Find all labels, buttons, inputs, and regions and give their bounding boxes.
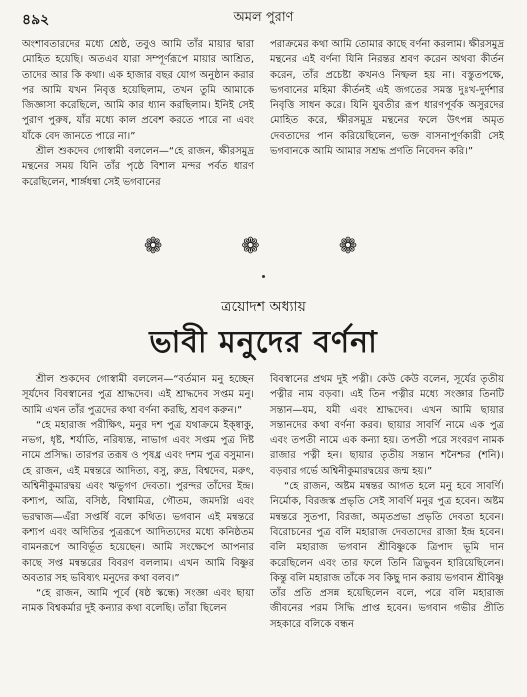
ornament-divider	[0, 234, 527, 259]
paragraph: বিবস্বানের প্রথম দুই পত্নী। কেউ কেউ বলেন, সূর্যের তৃতীয় পত্নীর নাম বড়বা। এই তিন পত্নীর মধ্যে সংজ্ঞার তিনটি সন্তান—যম, যমী এবং শ্রাদ্ধদেব। এখন আমি ছায়ার সন্তানদের কথা বর্ণনা করব। ছায়ার সাবর্ণি নামে এক পুত্র এবং তপতী নামে এক কন্যা হয়। তপতী পরে সংবরণ নামক রাজার পত্নী হন। ছায়ার তৃতীয় সন্তান শনৈশ্চর (শনি)। বড়বার গর্ভে অশ্বিনীকুমারদ্বয়ের জন্ম হয়।”	[270, 374, 504, 477]
paragraph: শ্রীল শুকদেব গোস্বামী বললেন—“হে রাজন, ক্ষীরসমুদ্র মন্থনের সময় যিনি তাঁর পৃষ্ঠে বিশাল মন্দর পর্বত ধারণ করেছিলেন, শার্ঙ্গধন্বা সেই ভগবানের	[22, 146, 254, 188]
flower-ornament-icon: ❁	[241, 234, 286, 259]
paragraph: “হে রাজন, আমি পূর্বে (ষষ্ঠ স্কন্ধে) সংজ্ঞা এবং ছায়া নামক বিশ্বকর্মার দুই কন্যার কথা বলেছি। তাঁরা ছিলেন	[22, 588, 254, 615]
paragraph: শ্রীল শুকদেব গোস্বামী বললেন—“বর্তমান মনু হচ্ছেন সূর্যদেব বিবস্বানের পুত্র শ্রাদ্ধদেব। এই শ্রাদ্ধদেব সপ্তম মনু। আমি এখন তাঁর পুত্রদের কথা বর্ণনা করছি, শ্রবণ করুন।”	[22, 374, 254, 416]
top-right-column	[270, 37, 504, 159]
paragraph: পরাক্রমের কথা আমি তোমার কাছে বর্ণনা করলাম। ক্ষীরসমুদ্র মন্থনের এই বর্ণনা যিনি নিরন্তর শ্রবণ করেন অথবা কীর্তন করেন, তাঁর প্রচেষ্টা কখনও নিষ্ফল হয় না। বস্তুতপক্ষে, ভগবানের মহিমা কীর্তনই এই জগতের সমস্ত দুঃখ-দুর্দশার নিবৃত্তি সাধন করে। যিনি যুবতীর রূপ ধারণপূর্বক অসুরদের মোহিত করে, ক্ষীরসমুদ্র মন্থনের ফলে উৎপন্ন অমৃত দেবতাদের পান করিয়েছিলেন, ভক্ত বাসনাপূর্ণকারী সেই ভগবানকে আমি আমার সশ্রদ্ধ প্রণতি নিবেদন করি।”	[270, 39, 504, 158]
decorative-dot	[262, 275, 265, 278]
page-number: ৪৯২	[22, 12, 50, 28]
paragraph: “হে রাজন, অষ্টম মন্বন্তর আগত হলে মনু হবে সাবর্ণি। নির্মোক, বিরজস্ক প্রভৃতি সেই সাবর্ণি মনুর পুত্র হবেন। অষ্টম মন্বন্তরে সুতপা, বিরজা, অমৃতপ্রভা প্রভৃতি দেবতা হবেন। বিরোচনের পুত্র বলি মহারাজ দেবতাদের রাজা ইন্দ্র হবেন। বলি মহারাজ ভগবান শ্রীবিষ্ণুকে ত্রিপাদ ভূমি দান করেছিলেন এবং তার ফলে তিনি ত্রিভুবন হারিয়েছিলেন। কিন্তু বলি মহারাজ তাঁকে সব কিছু দান করায় ভগবান শ্রীবিষ্ণু তাঁর প্রতি প্রসন্ন হয়েছিলেন বলে, পরে বলি মহারাজ জীবনের পরম সিদ্ধি প্রাপ্ত হবেন। ভগবান গভীর প্রীতি সহকারে বলিকে বন্ধন	[270, 481, 504, 630]
bottom-right-column	[270, 372, 504, 632]
top-left-column	[22, 37, 254, 190]
chapter-title: ভাবী মনুদের বর্ণনা	[149, 325, 378, 360]
flower-ornament-icon: ❁	[143, 234, 189, 259]
chapter-label: ত্রয়োদশ অধ্যায়	[221, 299, 306, 315]
flower-ornament-icon: ❁	[338, 234, 384, 259]
bottom-left-column	[22, 372, 254, 617]
running-head: অমল পুরাণ	[233, 10, 294, 25]
paragraph: “হে মহারাজ পরীক্ষিৎ, মনুর দশ পুত্র যথাক্রমে ইক্ষ্বাকু, নভগ, ধৃষ্ট, শর্যাতি, নরিষ্যন্ত, নাভাগ এবং সপ্তম পুত্র দিষ্ট নামে প্রসিদ্ধ। তারপর তরূষ ও পৃষধ্র এবং দশম পুত্র বসুমান। হে রাজন, এই মন্বন্তরে আদিত্য, বসু, রুদ্র, বিশ্বদেব, মরুৎ, অশ্বিনীকুমারদ্বয় এবং ঋভুগণ দেবতা। পুরন্দর তাঁদের ইন্দ্র। কশ্যপ, অত্রি, বসিষ্ঠ, বিশ্বামিত্র, গৌতম, জমদগ্নি এবং ভরদ্বাজ—এঁরা সপ্তর্ষি বলে কথিত। ভগবান এই মন্বন্তরে কশ্যপ এবং অদিতির পুত্ররূপে আদিত্যদের মধ্যে কনিষ্ঠতম বামনরূপে আবির্ভূত হয়েছেন। আমি সংক্ষেপে আপনার কাছে সপ্ত মন্বন্তরের বিবরণ বললাম। এখন আমি বিষ্ণুর অবতার সহ ভবিষ্যৎ মনুদের কথা বলব।”	[22, 419, 254, 584]
paragraph: অংশাবতারদের মধ্যে শ্রেষ্ঠ, তবুও আমি তাঁর মায়ার দ্বারা মোহিত হয়েছি। অতএব যারা সম্পূর্ণরূপে মায়ার আশ্রিত, তাদের আর কি কথা। এক হাজার বছর যোগ অনুষ্ঠান করার পর আমি যখন নিবৃত্ত হয়েছিলাম, তখন তুমি আমাকে জিজ্ঞাসা করেছিলে, আমি কার ধ্যান করছিলাম। ইনিই সেই পুরাণ পুরুষ, যাঁর মধ্যে কাল প্রবেশ করতে পারে না এবং যাঁকে বেদ জানতে পারে না।”	[22, 39, 254, 142]
